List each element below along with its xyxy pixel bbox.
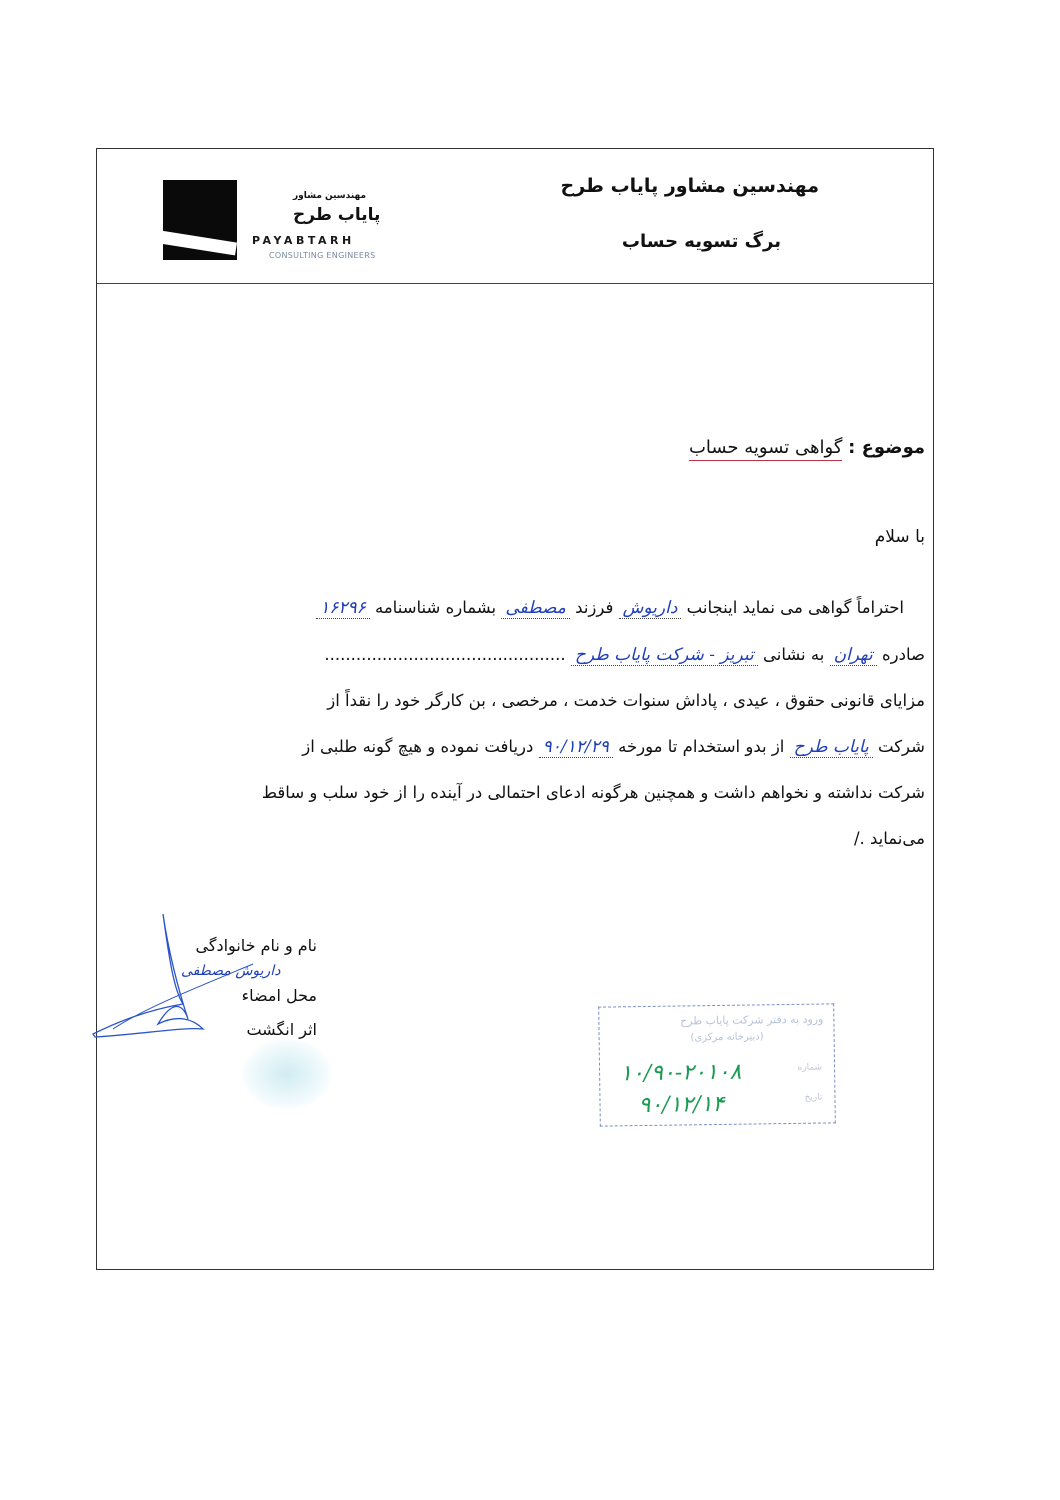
handwritten-company: پایاب طرح: [790, 737, 873, 758]
handwritten-signer-name: داریوش مصطفی: [181, 963, 281, 979]
registry-stamp: [598, 1003, 836, 1126]
signature-block: [177, 929, 317, 1047]
body-line-2: [119, 632, 925, 679]
logo-name-en: PAYABTARH: [252, 234, 355, 247]
name-label: نام و نام خانوادگی: [195, 936, 317, 955]
header-divider: [97, 283, 933, 284]
handwritten-address: تبریز - شرکت پایاب طرح: [571, 645, 758, 666]
body-child-of: فرزند: [575, 598, 614, 617]
document-frame: [96, 148, 934, 1270]
body-line-1: [119, 585, 925, 632]
payabtarh-logo-mark: [163, 180, 237, 260]
stamp-date-label: تاریخ: [804, 1092, 823, 1103]
body-line-5: شرکت نداشته و نخواهم داشت و همچنین هرگونه ادعای احتمالی در آینده را از خود سلب و ساقط: [261, 783, 925, 802]
fingerprint-mark: [242, 1039, 332, 1109]
body-issued-label: صادره: [882, 644, 925, 664]
logo-stripe: [163, 230, 237, 255]
handwritten-date: ۹۰/۱۲/۲۹: [539, 737, 613, 758]
dotted-fill: ..............................................: [324, 644, 566, 664]
logo-subtitle-en: CONSULTING ENGINEERS: [269, 251, 376, 260]
form-title: برگ تسویه حساب: [621, 231, 781, 252]
body-id-label: بشماره شناسنامه: [375, 598, 497, 617]
stamp-heading: ورود به دفتر شرکت پایاب طرح: [680, 1012, 824, 1028]
stamp-number: ۱۰/۹۰-۲۰۱۰۸: [619, 1059, 742, 1087]
handwritten-issued-place: تهران: [830, 645, 877, 666]
subject-label: موضوع :: [848, 437, 925, 458]
body-line-3: مزایای قانونی حقوق ، عیدی ، پاداش سنوات خدمت ، مرخصی ، بن کارگر خود را نقداً از: [327, 691, 925, 710]
handwritten-father-name: مصطفی: [501, 598, 570, 619]
handwritten-id-number: ۱۶۲۹۶: [316, 598, 370, 619]
body-line-6: می‌نماید ./: [853, 828, 925, 848]
stamp-date: ۹۰/۱۲/۱۴: [638, 1091, 725, 1119]
signature-place-label: محل امضاء: [241, 986, 317, 1005]
stamp-subheading: (دبیرخانه مرکزی): [690, 1031, 764, 1044]
greeting: با سلام: [874, 527, 925, 547]
body-address-label: به نشانی: [762, 644, 825, 664]
body-company-label: شرکت: [878, 736, 925, 756]
fingerprint-label: اثر انگشت: [246, 1020, 317, 1039]
body-intro: احتراماً گواهی می نماید اینجانب: [686, 598, 905, 617]
body-employment-period: از بدو استخدام تا مورخه: [618, 736, 785, 756]
body-received: دریافت نموده و هیچ گونه طلبی از: [302, 736, 534, 756]
subject-value: گواهی تسویه حساب: [689, 437, 842, 461]
logo-subtitle-fa: مهندسین مشاور: [293, 191, 367, 201]
certificate-body: [119, 585, 925, 861]
company-title: مهندسین مشاور پایاب طرح: [560, 175, 819, 197]
subject-line: [689, 437, 925, 458]
handwritten-name: داریوش: [619, 598, 682, 619]
body-line-4: [119, 724, 925, 771]
stamp-number-label: شماره: [797, 1062, 823, 1073]
logo-name-fa: پایاب طرح: [293, 205, 381, 225]
